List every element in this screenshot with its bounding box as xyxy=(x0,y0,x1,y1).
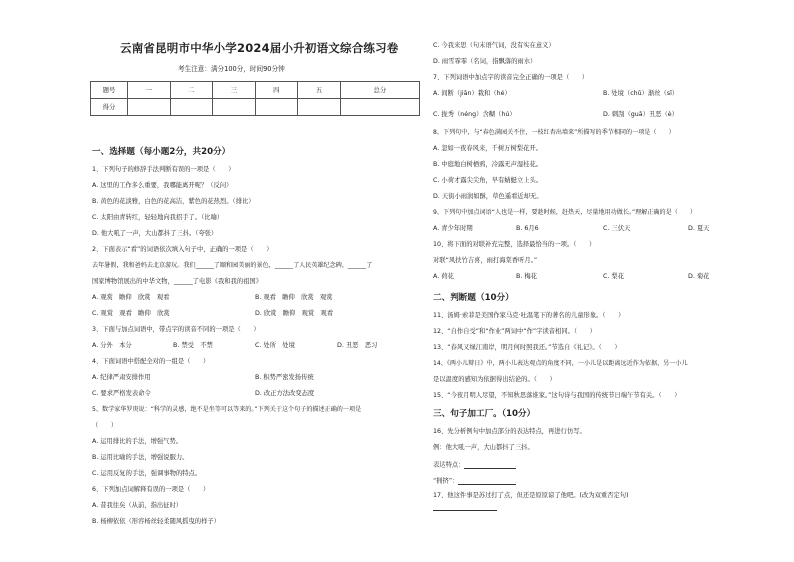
option: D. 雨雪霏霏（名词，指飘落的雨水） xyxy=(433,58,537,65)
score-input-cell[interactable] xyxy=(340,99,419,116)
question-stem: 4、下面词语中搭配全对的一组是（ ） xyxy=(92,358,210,365)
question-text: 国家博物馆展出的中华文物，______了电影《我和我的祖国》 xyxy=(92,278,263,285)
question-stem: 5、数学家华罗庚说：“科学的灵感，绝不是坐等可以等来的。”下列关于这个句子的描述正确的一项是 xyxy=(92,406,362,413)
option: D. 丑恶 恶习 xyxy=(337,342,378,349)
option: D. 改正方法改变态度 xyxy=(255,390,315,397)
score-input-cell[interactable] xyxy=(128,99,171,116)
option: C. 三伏天 xyxy=(603,225,631,232)
question-text: 对联“风扶竹吉喜，雨打海棠香听月。” xyxy=(433,257,538,264)
option: A. 间断（jiān）栽和（hé） xyxy=(433,90,511,97)
question-stem: 7、下列词语中加点字的读音完全正确的一项是（ ） xyxy=(433,74,589,81)
option: C. 小荷才露尖尖角，早有蜻蜓立上头。 xyxy=(433,177,543,184)
option: B. 黄色的花淡雅，白色的花高洁，紫色的花热烈。（排比） xyxy=(92,198,255,205)
option: D. 欣赏 瞻仰 观赏 观看 xyxy=(255,310,334,317)
option: C. 太阳由青转红，轻轻地向我招手了。（比喻） xyxy=(92,214,224,221)
score-table xyxy=(90,81,420,116)
question-stem: 12、“自作自受”和“作业”两词中“作”字读音相同。（ ） xyxy=(433,328,596,335)
option: B. 中庭地白树栖鸦，冷露无声湿桂花。 xyxy=(433,161,543,168)
question-stem: 16、先分析例句中加点部分的表达特点，再进行仿写。 xyxy=(433,428,586,435)
score-header-cell: 题号 xyxy=(91,82,128,99)
option: B. 禁受 不禁 xyxy=(173,342,213,349)
option: C. 今我来思（句末语气词，没有实在意义） xyxy=(433,42,555,49)
question-stem: 1、下列句子的修辞手法判断有误的一项是（ ） xyxy=(92,166,235,173)
option: B. 积势严密发扬传统 xyxy=(255,374,314,381)
score-header-cell: 总分 xyxy=(340,82,419,99)
score-header-cell: 二 xyxy=(170,82,213,99)
score-header-cell: 五 xyxy=(298,82,341,99)
question-stem: 9、下列句中加点词语“人也是一样，要趁时候，赶热天，尽量地用功做长。”理解正确的是（ ） xyxy=(433,209,697,216)
option: C. 观赏 观看 瞻仰 欣赏 xyxy=(92,310,170,317)
section-heading: 一、选择题（每小题2分，共20分） xyxy=(92,147,231,157)
option: C. 拢秀（néng）含糊（hú） xyxy=(433,111,516,118)
score-header-row xyxy=(91,82,420,99)
question-stem: 2、下面表示“看”的词语依次填入句子中，正确的一项是（ ） xyxy=(92,246,273,253)
option: B. 观看 瞻仰 欣赏 观赏 xyxy=(255,294,333,301)
option: D. 刺刮（guā）丑恶（è） xyxy=(603,111,678,118)
answer-paren: （ ） xyxy=(92,422,118,429)
answer-label: “拥挤”： xyxy=(433,477,459,485)
answer-line xyxy=(433,461,516,469)
option: C. 要求严格发表命令 xyxy=(92,390,151,397)
option: A. 青少年时期 xyxy=(433,225,473,232)
option: D. 天街小雨润如酥，草色遥看近却无。 xyxy=(433,193,543,200)
option: B. 杨柳依依（形容杨丝轻柔随风摇曳的样子） xyxy=(92,518,220,525)
question-stem: 3、下面与加点词语中，带点字的读音不同的一项是（ ） xyxy=(92,326,260,333)
section-heading: 三、句子加工厂。（10分） xyxy=(433,409,536,419)
question-stem: 6、下列加点词解释有误的一项是（ ） xyxy=(92,486,210,493)
answer-label: 表达特点： xyxy=(433,461,465,469)
option: A. 分外 本分 xyxy=(92,342,132,349)
score-value-row xyxy=(91,99,420,116)
score-row-label: 得分 xyxy=(91,99,128,116)
question-stem: 11、汤姆·索菲是美国作家马克·吐温笔下的著名的儿童形象。（ ） xyxy=(433,312,625,319)
option: B. 梅花 xyxy=(516,273,537,280)
example-sentence: 例：他大吼一声，大山都抖了三抖。 xyxy=(433,444,534,451)
score-input-cell[interactable] xyxy=(298,99,341,116)
option: A. 纪律严肃安排作用 xyxy=(92,374,151,381)
option: A. 荷花 xyxy=(433,273,454,280)
question-text: 去年暑假，我和爸妈去北京游玩。我们______了颐和园美丽的景色，______了人民英雄纪念碑，______了 xyxy=(92,262,373,269)
answer-line xyxy=(433,503,497,511)
question-stem: 10、将下面的对联补充完整，选择最恰当的一项。（ ） xyxy=(433,241,596,248)
question-stem: 17、他这件事是苏过打了点，但还是原原谅了他吧。(改为双重否定句) xyxy=(433,492,629,499)
answer-line xyxy=(433,477,516,485)
option: A. 运用排比的手法，增强气势。 xyxy=(92,438,183,445)
option: A. 忽如一夜春风来，千树万树梨花开。 xyxy=(433,145,542,152)
score-input-cell[interactable] xyxy=(255,99,298,116)
answer-blank[interactable] xyxy=(433,503,497,511)
option: C. 运用反复的手法，强调事物的特点。 xyxy=(92,470,202,477)
score-header-cell: 四 xyxy=(255,82,298,99)
question-text: 是以温度的感知为依据得出结论的。（ ） xyxy=(433,376,556,383)
answer-blank[interactable] xyxy=(464,461,516,469)
option: D. 菊花 xyxy=(688,273,710,280)
question-stem: 14、《两小儿辩日》中，两小儿表达观点的角度不同，一小儿是以距离远近作为依据，另一小儿 xyxy=(433,360,688,367)
score-header-cell: 三 xyxy=(213,82,256,99)
question-stem: 13、“春风又绿江南岸，明月何时照我还。”节选自《礼记》。（ ） xyxy=(433,344,621,351)
option: B. 处境（chǔ）渐丝（sī） xyxy=(603,90,679,97)
option: B. 6月6 xyxy=(516,225,539,232)
option: C. 处所 处境 xyxy=(255,342,295,349)
section-heading: 二、判断题（10分） xyxy=(433,293,514,303)
option: A. 这里的工作多么重要，我哪能离开呢？（反问） xyxy=(92,182,233,189)
exam-notice: 考生注意：满分100分，时间90分钟 xyxy=(178,65,285,73)
answer-blank[interactable] xyxy=(458,477,516,485)
page-title: 云南省昆明市中华小学2024届小升初语文综合练习卷 xyxy=(120,41,399,55)
option: A. 昔我往矣（从前，指出征时） xyxy=(92,502,183,509)
option: C. 梨花 xyxy=(603,273,624,280)
option: A. 观赏 瞻仰 欣赏 观看 xyxy=(92,294,170,301)
score-header-cell: 一 xyxy=(128,82,171,99)
score-input-cell[interactable] xyxy=(213,99,256,116)
score-input-cell[interactable] xyxy=(170,99,213,116)
question-stem: 15、“今夜月明人尽望，不知秋思落谁家。”这句诗与我国的传统节日端午节有关。（ ） xyxy=(433,392,681,399)
option: D. 夏天 xyxy=(688,225,710,232)
question-stem: 8、下列句中，与“春色满园关不住，一枝红杏出墙来”所描写的季节相同的一项是（ ） xyxy=(433,129,675,136)
option: D. 他大吼了一声，大山都抖了三抖。（夸张） xyxy=(92,230,218,237)
option: B. 运用比喻的手法，增强说服力。 xyxy=(92,454,189,461)
